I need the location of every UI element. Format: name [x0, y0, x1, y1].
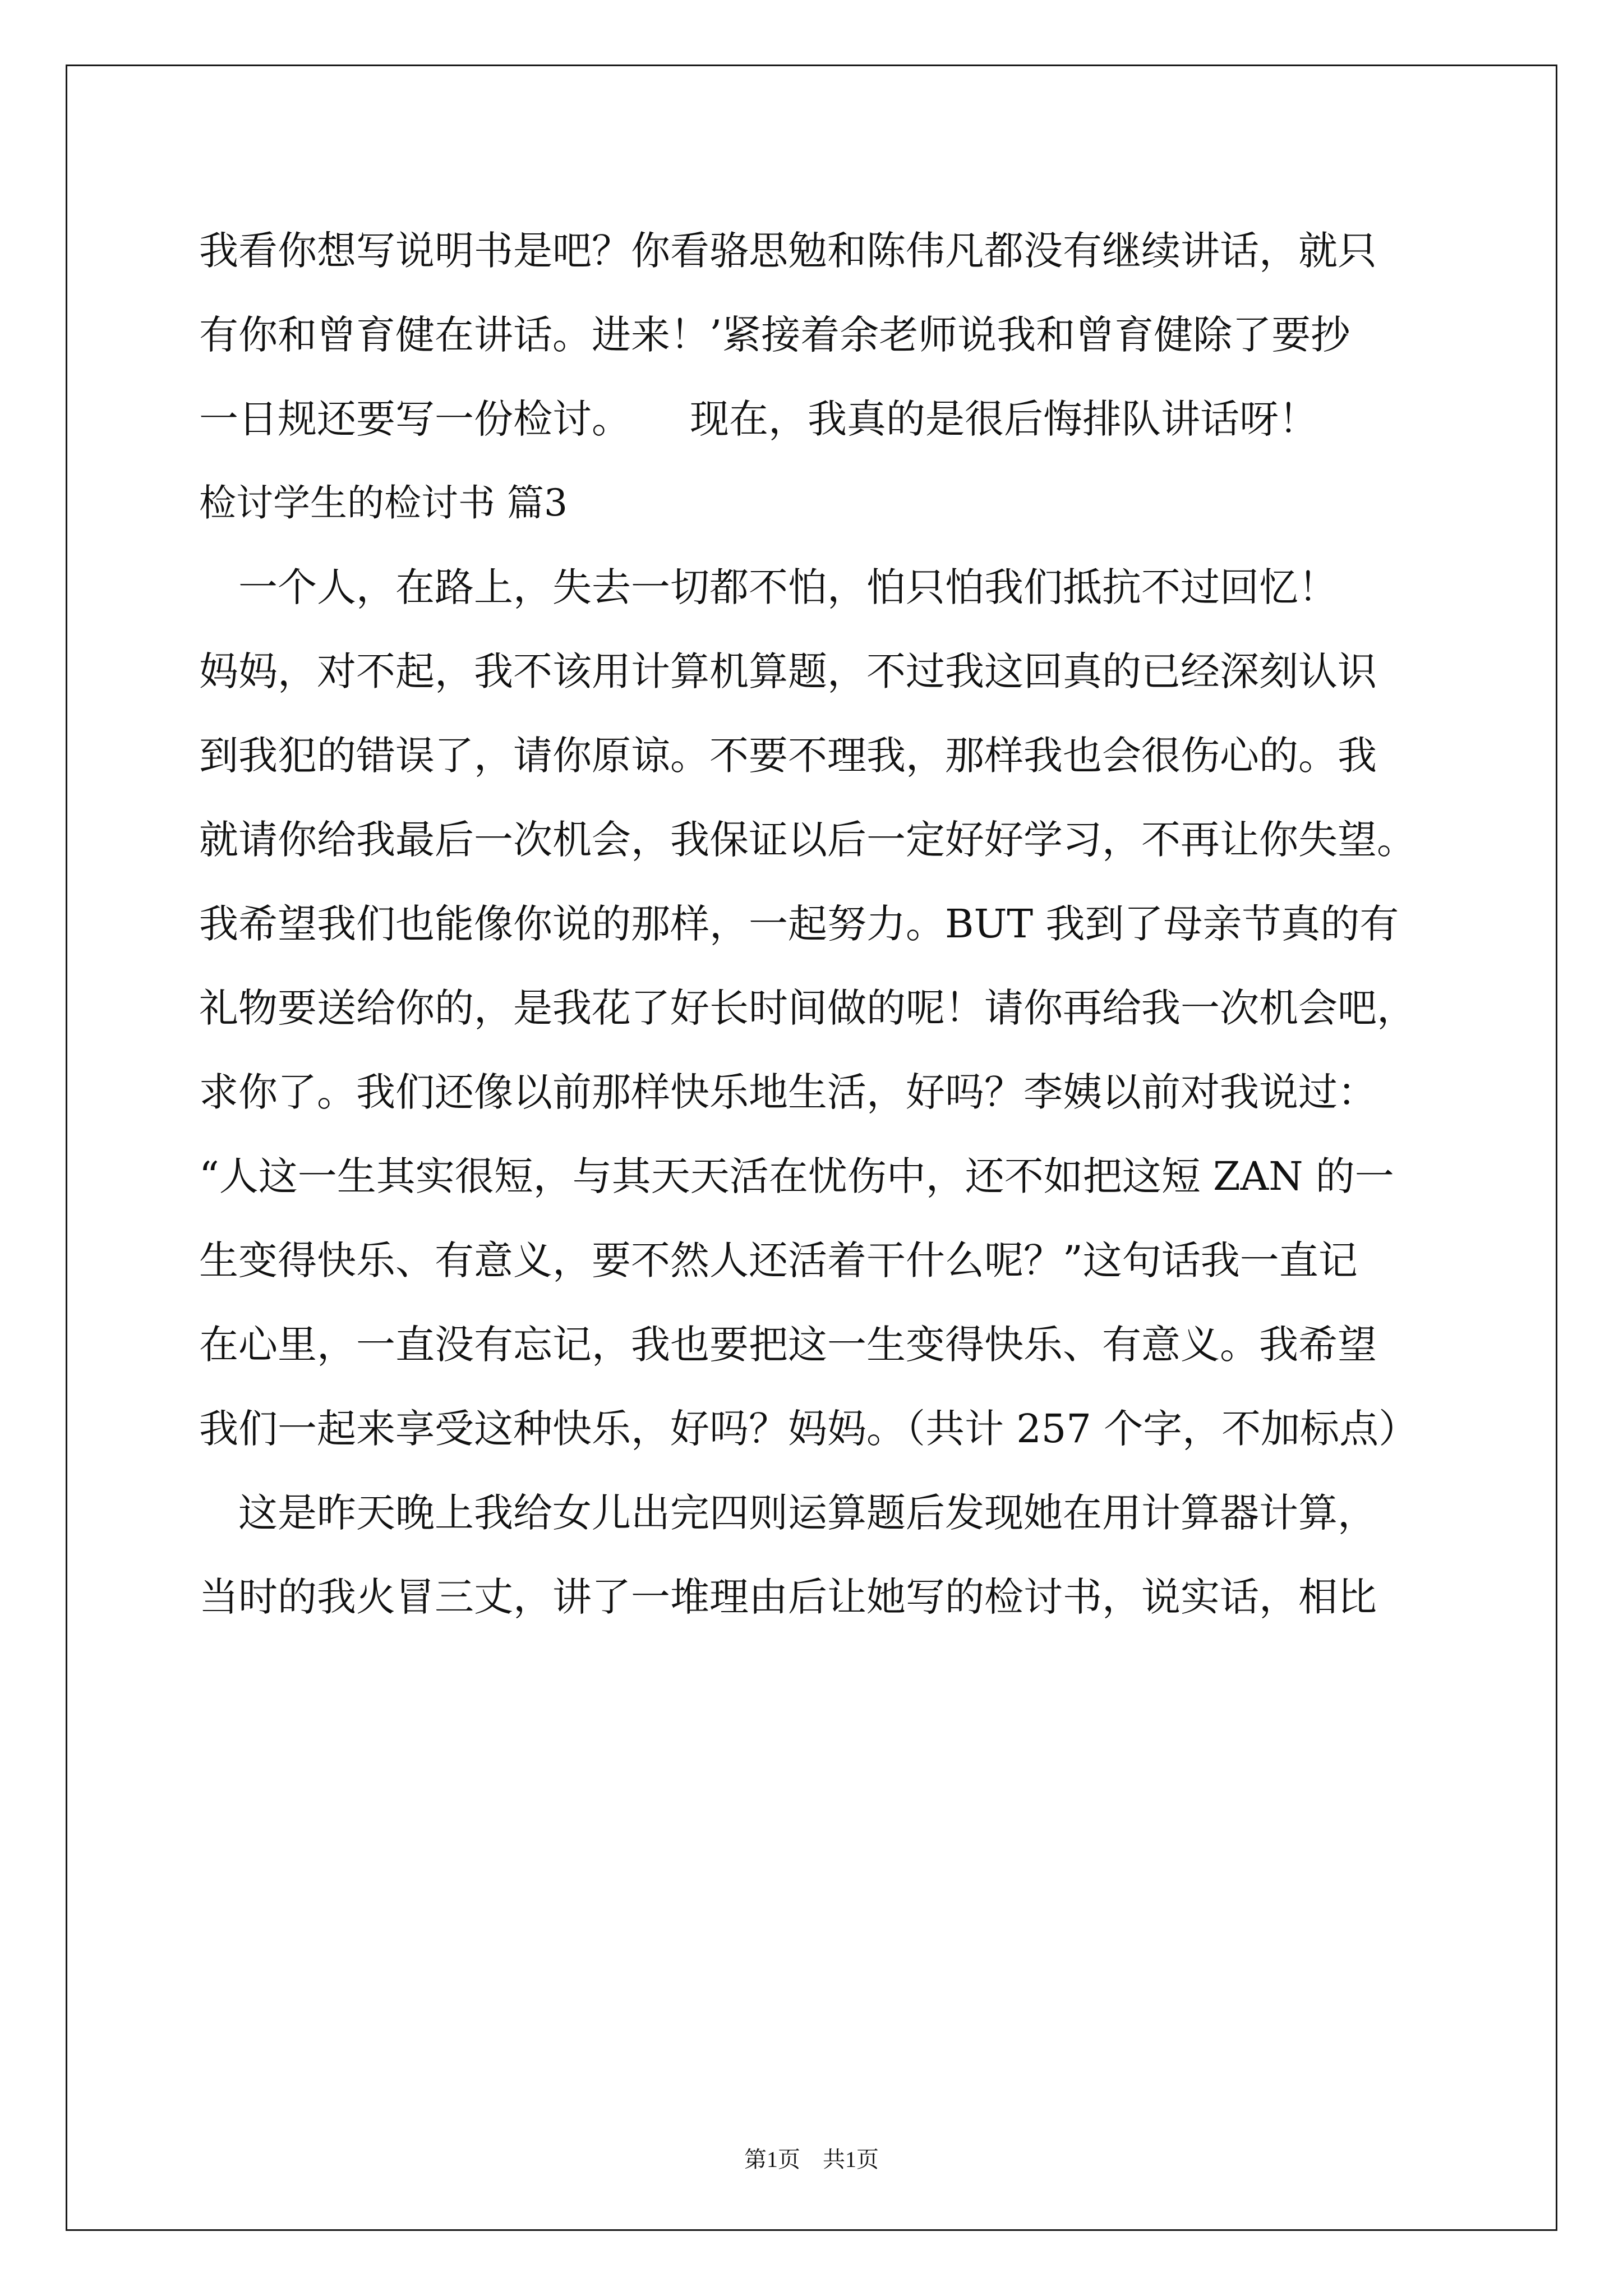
- text-line: 一日规还要写一份检讨。 现在，我真的是很后悔排队讲话呀！: [199, 396, 1318, 442]
- page-number-footer: 第1页 共1页: [744, 2147, 879, 2172]
- text-line: 在心里，一直没有忘记，我也要把这一生变得快乐、有意义。我希望: [199, 1322, 1377, 1368]
- text-line: 妈妈，对不起，我不该用计算机算题，不过我这回真的已经深刻认识: [199, 648, 1377, 694]
- text-line: 生变得快乐、有意义，要不然人还活着干什么呢？”这句话我一直记: [199, 1237, 1358, 1283]
- text-line: 礼物要送给你的，是我花了好长时间做的呢！请你再给我一次机会吧，: [199, 985, 1416, 1031]
- section-heading: 检讨学生的检讨书 篇3: [199, 481, 568, 524]
- text-line: 有你和曾育健在讲话。进来！’紧接着余老师说我和曾育健除了要抄: [199, 312, 1350, 358]
- text-line: 我看你想写说明书是吧？你看骆思勉和陈伟凡都没有继续讲话，就只: [199, 228, 1377, 274]
- text-line: 到我犯的错误了，请你原谅。不要不理我，那样我也会很伤心的。我: [199, 733, 1377, 779]
- text-line: 我希望我们也能像你说的那样，一起努力。BUT 我到了母亲节真的有: [199, 901, 1399, 947]
- text-line: 就请你给我最后一次机会，我保证以后一定好好学习，不再让你失望。: [199, 817, 1416, 863]
- text-line: 求你了。我们还像以前那样快乐地生活，好吗？李姨以前对我说过：: [199, 1069, 1377, 1115]
- text-line: 当时的我火冒三丈，讲了一堆理由后让她写的检讨书，说实话，相比: [199, 1574, 1377, 1620]
- document-body: [199, 209, 1433, 1639]
- text-line: “人这一生其实很短，与其天天活在忧伤中，还不如把这短 ZAN 的一: [199, 1153, 1394, 1199]
- text-line: 我们一起来享受这种快乐，好吗？妈妈。（共计 257 个字，不加标点）: [199, 1406, 1418, 1452]
- text-line: 这是昨天晚上我给女儿出完四则运算题后发现她在用计算器计算，: [199, 1490, 1377, 1536]
- text-line: 一个人，在路上，失去一切都不怕，怕只怕我们抵抗不过回忆！: [199, 564, 1338, 610]
